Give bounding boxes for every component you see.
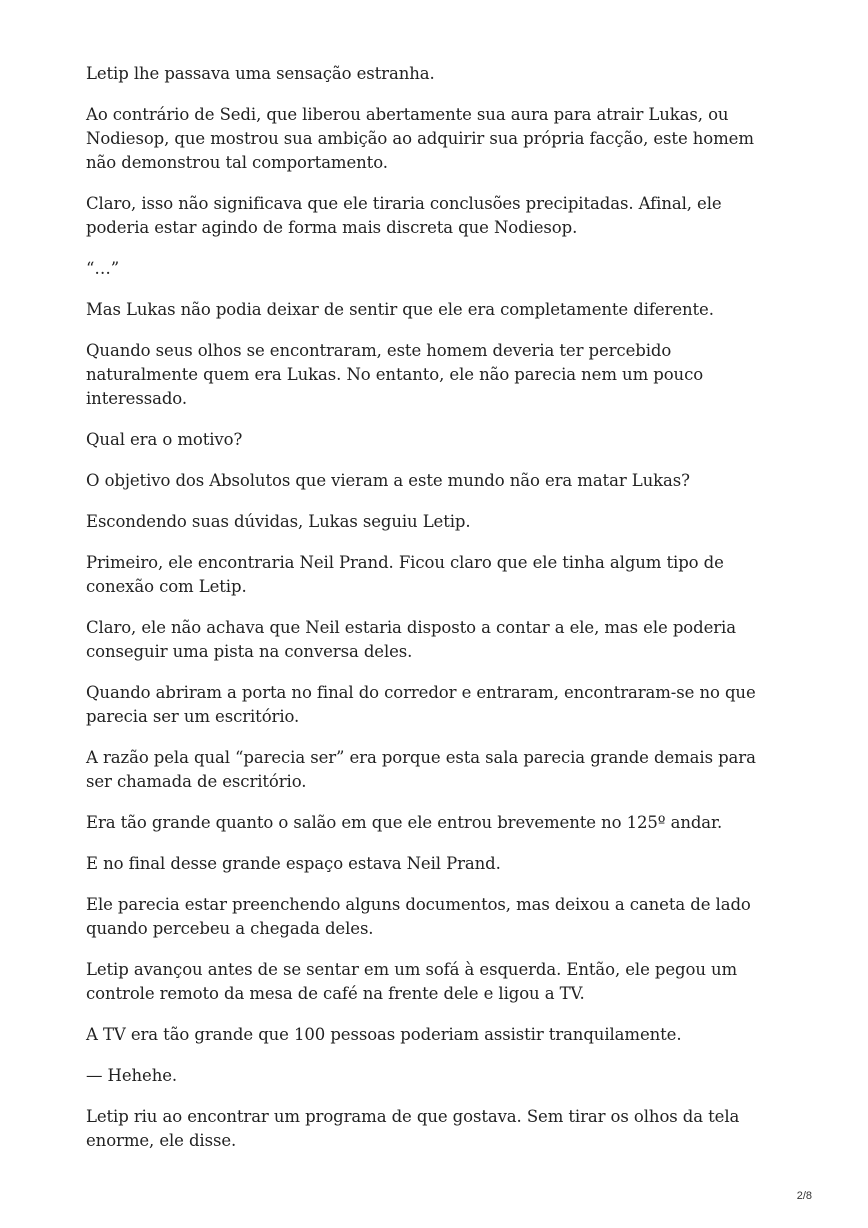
paragraph: “…” [86, 259, 120, 278]
paragraph: Qual era o motivo? [86, 430, 243, 449]
paragraph: A TV era tão grande que 100 pessoas poderiam assistir tranquilamente. [86, 1025, 682, 1044]
paragraph: Mas Lukas não podia deixar de sentir que ele era completamente diferente. [86, 300, 714, 319]
paragraph: Letip lhe passava uma sensação estranha. [86, 64, 435, 83]
paragraph: Ele parecia estar preenchendo alguns documentos, mas deixou a caneta de lado quando percebeu a chegada deles. [86, 895, 751, 938]
paragraph: Letip avançou antes de se sentar em um sofá à esquerda. Então, ele pegou um controle remoto da mesa de café na frente dele e ligou a TV. [86, 960, 738, 1003]
paragraph: A razão pela qual “parecia ser” era porque esta sala parecia grande demais para ser chamada de escritório. [86, 748, 756, 791]
paragraph: Claro, isso não significava que ele tiraria conclusões precipitadas. Afinal, ele poderia estar agindo de forma mais discreta que Nodiesop. [86, 194, 722, 237]
paragraph: Primeiro, ele encontraria Neil Prand. Ficou claro que ele tinha algum tipo de conexão com Letip. [86, 553, 724, 596]
document-page [86, 62, 786, 1170]
paragraph: Quando abriram a porta no final do corredor e entraram, encontraram-se no que parecia ser um escritório. [86, 683, 756, 726]
paragraph: Era tão grande quanto o salão em que ele entrou brevemente no 125º andar. [86, 813, 723, 832]
paragraph: Ao contrário de Sedi, que liberou abertamente sua aura para atrair Lukas, ou Nodiesop, que mostrou sua ambição ao adquirir sua própria facção, este homem não demonstrou tal comportamento. [86, 105, 754, 172]
page-number: 2/8 [796, 1190, 812, 1202]
paragraph: Escondendo suas dúvidas, Lukas seguiu Letip. [86, 512, 471, 531]
paragraph: Quando seus olhos se encontraram, este homem deveria ter percebido naturalmente quem era Lukas. No entanto, ele não parecia nem um pouco interessado. [86, 341, 704, 408]
paragraph: Claro, ele não achava que Neil estaria disposto a contar a ele, mas ele poderia conseguir uma pista na conversa deles. [86, 618, 736, 661]
paragraph: O objetivo dos Absolutos que vieram a este mundo não era matar Lukas? [86, 471, 690, 490]
paragraph: Letip riu ao encontrar um programa de que gostava. Sem tirar os olhos da tela enorme, ele disse. [86, 1107, 740, 1150]
paragraph: E no final desse grande espaço estava Neil Prand. [86, 854, 501, 873]
paragraph: — Hehehe. [86, 1066, 178, 1085]
